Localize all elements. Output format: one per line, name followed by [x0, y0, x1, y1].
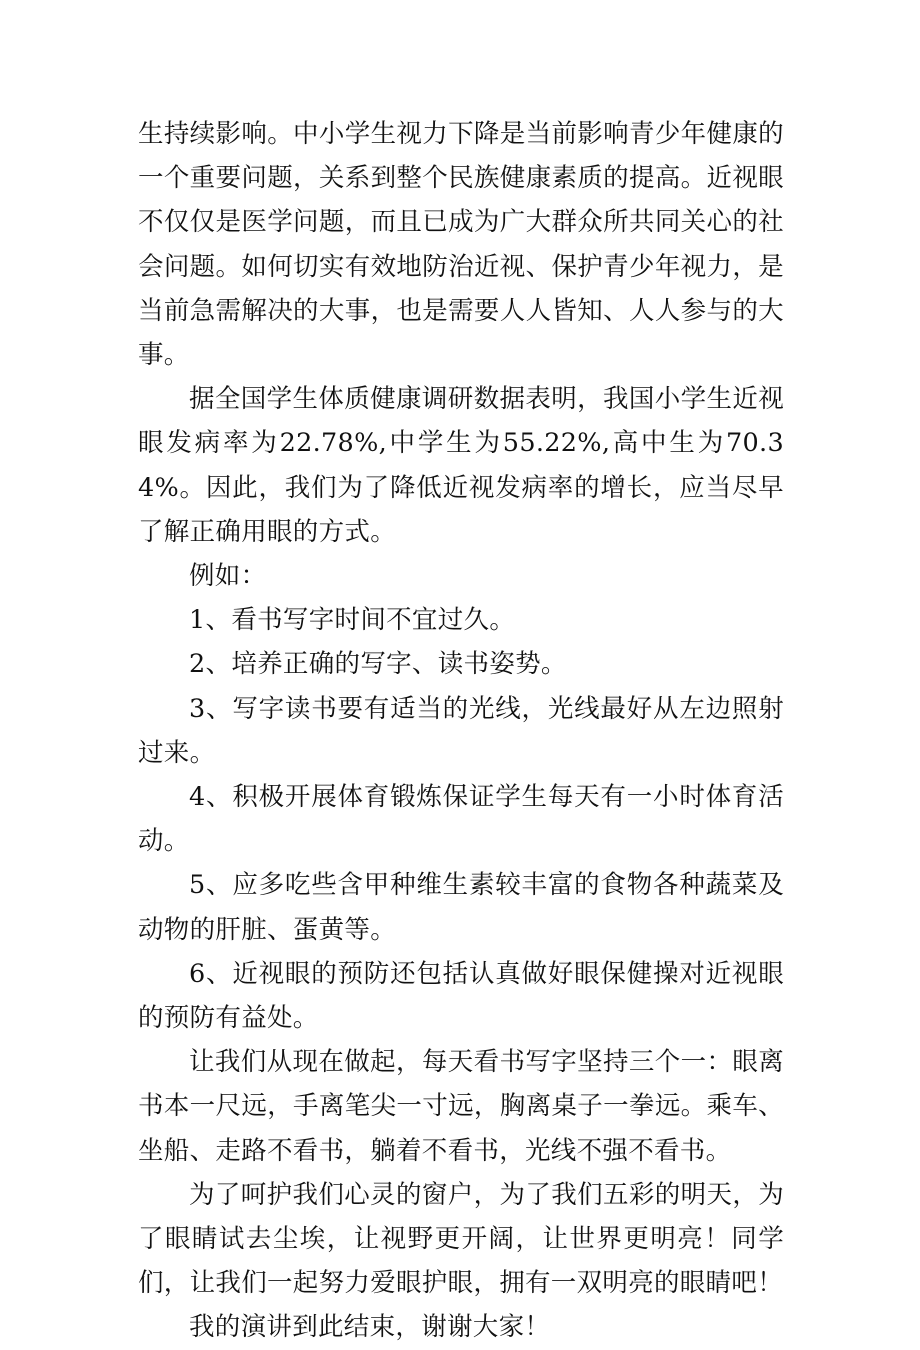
paragraph-call-to-action: 为了呵护我们心灵的窗户，为了我们五彩的明天，为了眼睛试去尘埃，让视野更开阔，让世界更明亮！同学们，让我们一起努力爱眼护眼，拥有一双明亮的眼睛吧！ — [138, 1179, 784, 1299]
paragraph-closing: 我的演讲到此结束，谢谢大家！ — [189, 1312, 551, 1343]
list-item-6: 6、近视眼的预防还包括认真做好眼保健操对近视眼的预防有益处。 — [138, 958, 784, 1034]
list-item-4: 4、积极开展体育锻炼保证学生每天有一小时体育活动。 — [138, 782, 784, 857]
list-item-5: 5、应多吃些含甲种维生素较丰富的食物各种蔬菜及动物的肝脏、蛋黄等。 — [138, 870, 784, 945]
paragraph-three-ones: 让我们从现在做起，每天看书写字坚持三个一：眼离书本一尺远，手离笔尖一寸远，胸离桌子一拳远。乘车、坐船、走路不看书，躺着不看书，光线不强不看书。 — [138, 1047, 784, 1166]
paragraph-continuation: 生持续影响。中小学生视力下降是当前影响青少年健康的一个重要问题，关系到整个民族健康素质的提高。近视眼不仅仅是医学问题，而且已成为广大群众所共同关心的社会问题。如何切实有效地防治近视、保护青少年视力，是当前急需解决的大事，也是需要人人皆知、人人参与的大事。 — [138, 119, 784, 371]
list-item-3: 3、写字读书要有适当的光线，光线最好从左边照射过来。 — [138, 693, 784, 768]
paragraph-statistics: 据全国学生体质健康调研数据表明，我国小学生近视眼发病率为22.78%,中学生为55.22%,高中生为70.34%。因此，我们为了降低近视发病率的增长，应当尽早了解正确用眼的方式。 — [138, 384, 784, 547]
document-body — [138, 112, 784, 1350]
list-item-2: 2、培养正确的写字、读书姿势。 — [189, 649, 567, 680]
list-item-1: 1、看书写字时间不宜过久。 — [189, 605, 516, 636]
paragraph-examples-intro: 例如： — [189, 561, 267, 592]
